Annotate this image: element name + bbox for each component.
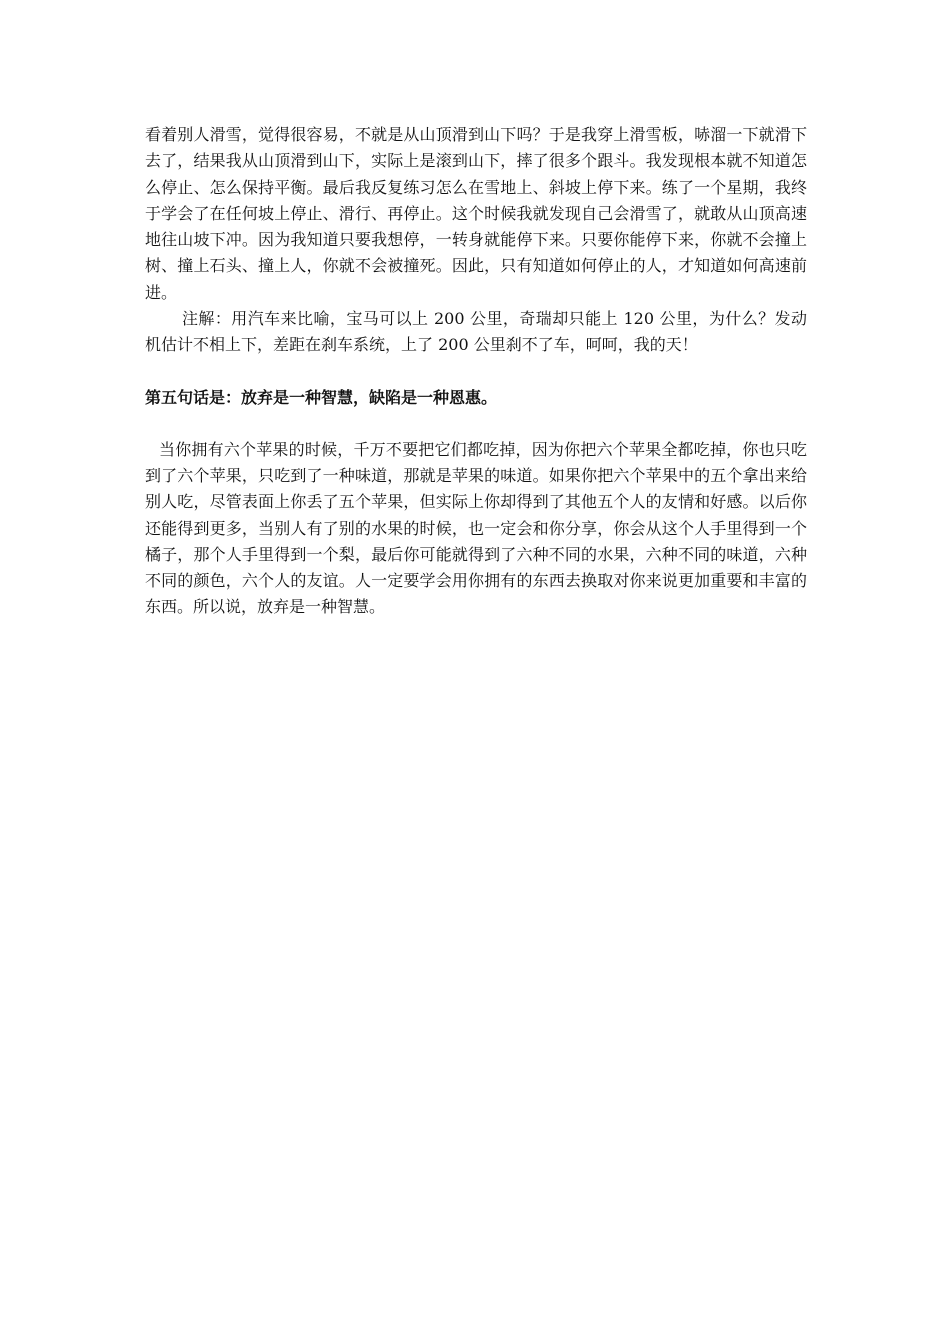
section-heading-fifth: 第五句话是：放弃是一种智慧，缺陷是一种恩惠。 [145, 387, 498, 407]
paragraph-apples: 当你拥有六个苹果的时候，千万不要把它们都吃掉，因为你把六个苹果全都吃掉，你也只吃到了六个苹果，只吃到了一种味道，那就是苹果的味道。如果你把六个苹果中的五个拿出来给别人吃，尽管表面上你丢了五个苹果，但实际上你却得到了其他五个人的友情和好感。以后你还能得到更多，当别人有了别的水果的时候，也一定会和你分享，你会从这个人手里得到一个橘子，那个人手里得到一个梨，最后你可能就得到了六种不同的水果，六种不同的味道，六种不同的颜色，六个人的友谊。人一定要学会用你拥有的东西去换取对你来说更加重要和丰富的东西。所以说，放弃是一种智慧。 [145, 439, 807, 617]
document-page [145, 122, 807, 621]
paragraph-note: 注解：用汽车来比喻，宝马可以上 200 公里，奇瑞却只能上 120 公里，为什么？发动机估计不相上下，差距在刹车系统，上了 200 公里刹不了车，呵呵，我的天！ [145, 309, 807, 355]
paragraph-ski: 看着别人滑雪，觉得很容易，不就是从山顶滑到山下吗？于是我穿上滑雪板，哧溜一下就滑下去了，结果我从山顶滑到山下，实际上是滚到山下，摔了很多个跟斗。我发现根本就不知道怎么停止、怎么保持平衡。最后我反复练习怎么在雪地上、斜坡上停下来。练了一个星期，我终于学会了在任何坡上停止、滑行、再停止。这个时候我就发现自己会滑雪了，就敢从山顶高速地往山坡下冲。因为我知道只要我想停，一转身就能停下来。只要你能停下来，你就不会撞上树、撞上石头、撞上人，你就不会被撞死。因此，只有知道如何停止的人，才知道如何高速前进。 [145, 125, 807, 302]
